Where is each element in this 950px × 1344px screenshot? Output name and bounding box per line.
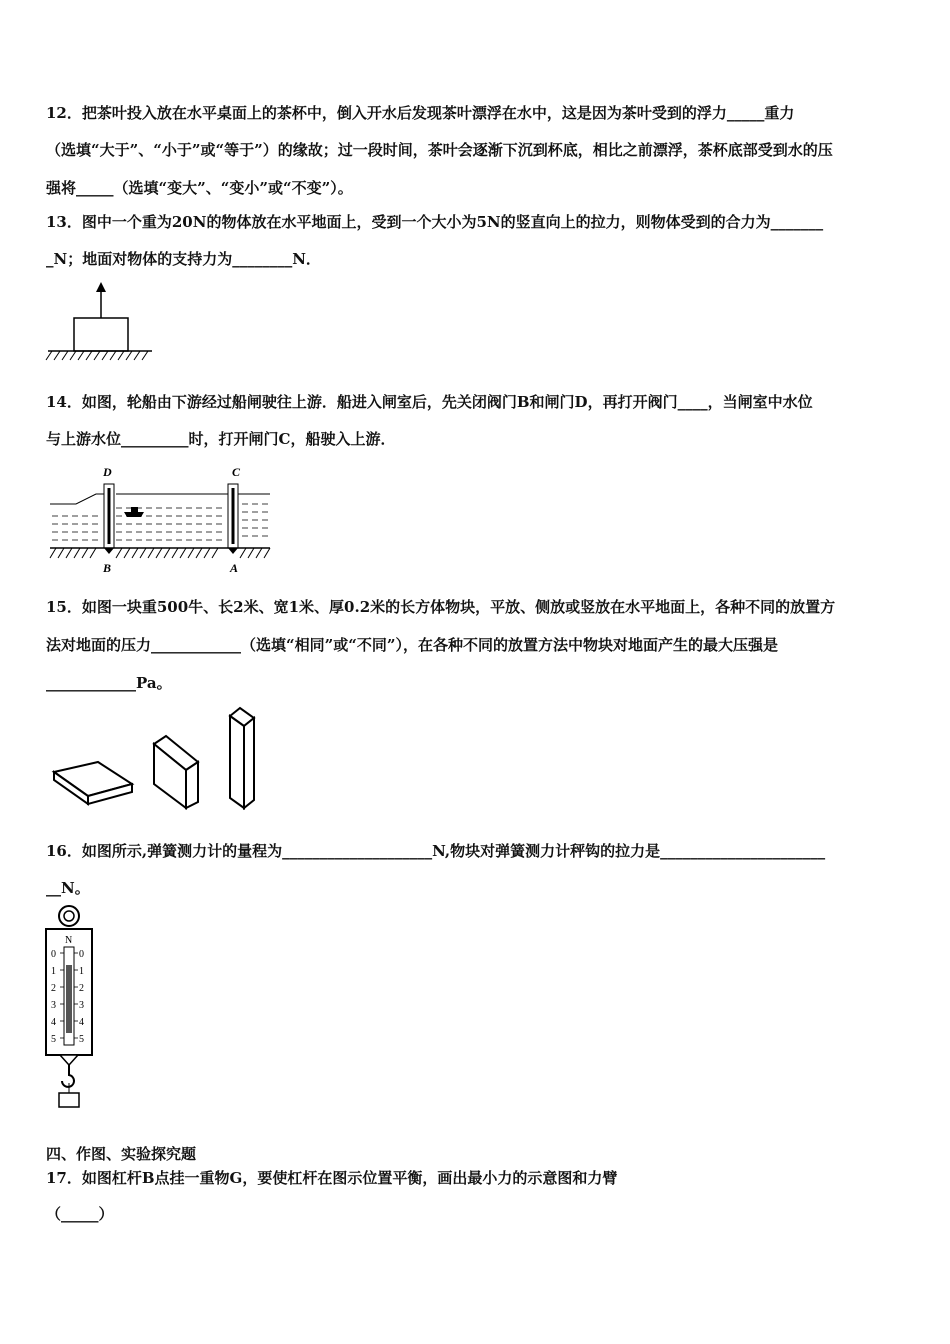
side-block (154, 736, 198, 808)
svg-text:4: 4 (79, 1017, 84, 1028)
q15-blocks-figure (46, 700, 276, 815)
scale-unit: N (65, 935, 73, 946)
svg-text:2: 2 (51, 983, 56, 994)
svg-text:2: 2 (79, 983, 84, 994)
block (74, 318, 128, 351)
svg-text:1: 1 (51, 966, 56, 977)
svg-text:3: 3 (79, 1000, 84, 1011)
bottom-hatch (50, 548, 270, 558)
svg-text:5: 5 (51, 1034, 56, 1045)
label-C: C (232, 465, 241, 479)
q17-line-2: （_____） (46, 1205, 114, 1223)
label-A: A (230, 561, 239, 575)
q15-line-1: 15．如图一块重500牛、长2米、宽1米、厚0.2米的长方体物块，平放、侧放或竖放在水平地面上，各种不同的放置方 (46, 598, 836, 616)
svg-text:4: 4 (51, 1017, 56, 1028)
svg-text:0: 0 (51, 949, 56, 960)
q12-line-3: 强将_____（选填“变大”、“变小”或“不变”）。 (46, 179, 353, 197)
ship-icon (124, 507, 144, 517)
q13-line-1: 13．图中一个重为20N的物体放在水平地面上，受到一个大小为5N的竖直向上的拉力，则物体受到的合力为_______ (46, 213, 824, 231)
hanging-block (59, 1093, 79, 1107)
hook-icon (62, 1065, 74, 1087)
q14-line-1: 14．如图，轮船由下游经过船闸驶往上游．船进入闸室后，先关闭阀门B和闸门D，再打开阀门____，当闸室中水位 (46, 393, 813, 411)
label-D: D (103, 465, 112, 479)
q12-line-1: 12．把茶叶投入放在水平桌面上的茶杯中，倒入开水后发现茶叶漂浮在水中，这是因为茶叶受到的浮力_____重力 (46, 104, 795, 122)
q16-line-1: 16．如图所示,弹簧测力计的量程为____________________N,物块对弹簧测力计秤钩的拉力是______________________ (46, 842, 826, 860)
label-B: B (103, 561, 112, 575)
q13-figure (44, 280, 159, 365)
q13-line-2: _N；地面对物体的支持力为________N． (46, 250, 321, 268)
svg-text:5: 5 (79, 1034, 84, 1045)
valve-B (104, 548, 114, 554)
q14-line-2: 与上游水位_________时，打开闸门C，船驶入上游． (46, 430, 396, 448)
ground-hatch (46, 351, 148, 360)
valve-A (228, 548, 238, 554)
upright-block (230, 708, 254, 808)
flat-block (54, 762, 132, 804)
q15-line-3: ____________Pa。 (46, 674, 172, 692)
q14-ship-lock-figure (46, 460, 276, 578)
q16-line-2: __N。 (46, 879, 90, 897)
svg-text:0: 0 (79, 949, 84, 960)
q16-spring-scale-figure (40, 905, 102, 1110)
section-4-title: 四、作图、实验探究题 (46, 1145, 197, 1163)
q17-line-1: 17．如图杠杆B点挂一重物G，要使杠杆在图示位置平衡，画出最小力的示意图和力臂 (46, 1169, 618, 1187)
svg-text:1: 1 (79, 966, 84, 977)
upward-arrow-icon (96, 282, 106, 318)
q15-line-2: 法对地面的压力____________（选填“相同”或“不同”），在各种不同的放置方法中物块对地面产生的最大压强是 (46, 636, 779, 654)
svg-text:3: 3 (51, 1000, 56, 1011)
q12-line-2: （选填“大于”、“小于”或“等于”）的缘故；过一段时间，茶叶会逐渐下沉到杯底，相比之前漂浮，茶杯底部受到水的压 (46, 141, 833, 159)
